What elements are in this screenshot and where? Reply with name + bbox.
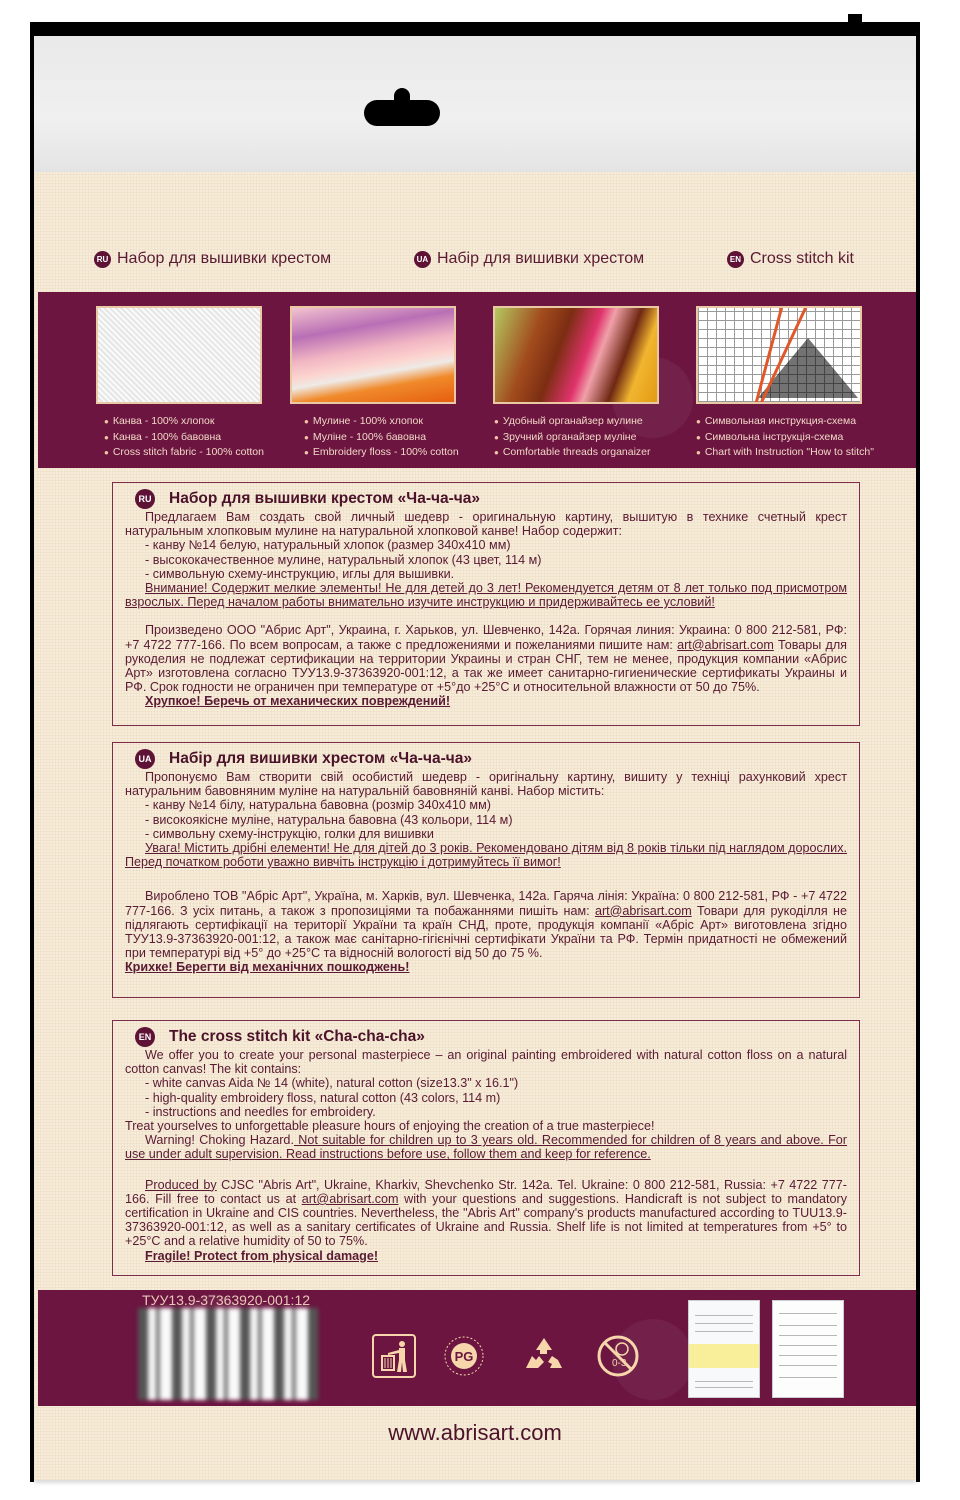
kit-titles (94, 250, 854, 268)
white-aida-canvas-photo (96, 306, 262, 404)
caption: ● Символьная инструкция-схема (696, 414, 886, 430)
warning-text: Внимание! Содержит мелкие элементы! Не для детей до 3 лет! Рекомендуется детям от 8 лет только под присмотром взрослых. Перед началом работы внимательно изучите инструкцию и придерживайтесь ее условий! (125, 581, 847, 610)
cert-line (779, 1377, 837, 1378)
en-badge-icon: EN (135, 1027, 155, 1047)
title-text: Набір для вишивки хрестом «Ча-ча-ча» (169, 749, 472, 767)
producer-text: Вироблено ТОВ "Абріс Арт", Україна, м. Харків, вул. Шевченка, 142а. Гаряча лінія: Україна: 0 800 212-581, РФ - +7 4722 777-166. З усіх питань, а також з пропозиціями та побажаннями пишіть нам: (125, 889, 847, 918)
kit-item: - символьну схему-інструкцію, голки для вишивки (145, 826, 434, 841)
kit-item: - високоякісне муліне, натуральна бавовна (43 кольори, 114 м) (145, 812, 513, 827)
standard-code: ТУУ13.9-37363920-001:12 (142, 1292, 311, 1308)
chart-pattern (758, 338, 858, 398)
cert-line (779, 1325, 837, 1326)
age-0-3-prohibited-icon (596, 1334, 640, 1378)
hanger-top-edge (30, 22, 920, 36)
en-badge-icon: EN (727, 251, 744, 268)
fragile-notice: Крихке! Берегти від механічних пошкоджень! (125, 960, 410, 975)
intro-text: Предлагаем Вам создать свой личный шедевр - оригинальную картину, вышитую в технике счетный крест натуральным хлопковым мулине на натуральной хлопковой канве! Набор содержит: (125, 510, 847, 539)
producer-info (125, 889, 847, 960)
kit-item: - instructions and needles for embroidery. (145, 1104, 376, 1119)
producer-text: with your questions and suggestions. Handicraft is not subject to mandatory certification in Ukraine and CIS countries. Nevertheless, the "Abris Art" company's products manufactured according to TUU13.9-37363920-001:12, as well as a sanitary certificates of Ukraine and Russia. Shelf life is not limited at temperatures from +5° to +25°C and a relative humidity of 50 to 75%. (125, 1191, 847, 1249)
email-link[interactable]: art@abrisart.com (301, 1191, 399, 1206)
ua-badge-icon: UA (135, 749, 155, 769)
caption: ● Embroidery floss - 100% cotton (304, 445, 494, 461)
barcode (138, 1308, 318, 1400)
treat-text: Treat yourselves to unforgettable pleasure hours of enjoying the creation of a true masterpiece! (125, 1119, 655, 1134)
producer-info (125, 623, 847, 694)
intro-text: Пропонуємо Вам створити свій особистий шедевр - оригінальну картину, вишиту у техніці рахунковий хрест натуральним бавовняним муліне на натуральній бавовняній канві. Набор містить: (125, 770, 847, 799)
description-ru (112, 482, 860, 726)
kit-item: - канву №14 білу, натуральна бавовна (розмір 340х410 мм) (145, 798, 491, 813)
producer-text: CJSC "Abris Art", Ukraine, Kharkiv, Shevchenko Str. 142a. Tel. Ukraine: 0 800 212-581, Russia: +7 4722 777-166. Fill free to contact us at (125, 1177, 847, 1206)
caption: ● Символьна інструкція-схема (696, 430, 886, 446)
producer-text: Товари для рукоділля не підлягають сертифікації на території України та країн СНД, проте, продукція компанії «Абріс Арт» виготовлена згідно ТУУ13.9-37363920-001:12, а також має санітарно-гігієнічні сертифікати України та РФ. Термін придатності не обмежений при температурі від +5° до +25°С та відносній вологості від 50 до 75 %. (125, 903, 847, 961)
features-band (38, 292, 916, 468)
cert-line (779, 1365, 837, 1366)
warning-lead: Warning! Choking Hazard. (145, 1133, 294, 1148)
kit-title-en (727, 250, 854, 268)
kit-title-label: Набір для вишивки хрестом (436, 250, 645, 267)
svg-text:PG: PG (454, 1349, 474, 1364)
recycle-icon (522, 1334, 566, 1378)
caption: ● Зручний органайзер муліне (494, 430, 684, 446)
caption: ● Cross stitch fabric - 100% cotton (104, 445, 294, 461)
hang-hole (364, 100, 440, 126)
kit-title-ua (414, 250, 644, 268)
description-ua (112, 742, 860, 998)
ukraine-certificate-image (688, 1300, 760, 1398)
email-link[interactable]: art@abrisart.com (594, 903, 692, 918)
hanger-header (34, 36, 916, 172)
kit-title-ru (94, 250, 331, 268)
caption: ● Мулине - 100% хлопок (304, 414, 494, 430)
producer-text: Произведено ООО "Абрис Арт", Украина, г. Харьков, ул. Шевченко, 142а. Горячая линия: Украина: 0 800 212-581, РФ: +7 4722 777-166. По всем вопросам, а также с предложениями и пожеланиями пишите нам: (125, 623, 847, 652)
stitch-chart-photo (696, 306, 862, 404)
produced-by-label: Produced by (145, 1177, 217, 1192)
rst-voluntary-certification-icon (442, 1334, 486, 1378)
cert-line (779, 1335, 837, 1336)
cert-line (695, 1323, 753, 1324)
kit-title-label: Набор для вышивки крестом (117, 250, 332, 267)
svg-text:0-3: 0-3 (612, 1358, 627, 1369)
cert-line (695, 1331, 753, 1332)
ru-badge-icon: RU (135, 489, 155, 509)
caption: ● Муліне - 100% бавовна (304, 430, 494, 446)
cert-line (695, 1381, 753, 1382)
footer-band (38, 1290, 916, 1406)
title-text: The cross stitch kit «Cha-cha-cha» (169, 1027, 425, 1045)
cert-line (779, 1313, 837, 1314)
cert-line (779, 1345, 837, 1346)
kit-item: - высококачественное мулине, натуральный хлопок (43 цвет, 114 м) (145, 552, 542, 567)
producer-info (125, 1178, 847, 1249)
hanger-tab (848, 14, 862, 28)
website-link[interactable]: www.abrisart.com (388, 1420, 562, 1445)
trash-disposal-icon (372, 1334, 416, 1378)
feature-captions (304, 414, 494, 461)
fragile-notice: Fragile! Protect from physical damage! (145, 1248, 379, 1263)
embroidery-floss-photo (290, 306, 456, 404)
warning-text (125, 1133, 847, 1161)
description-en (112, 1020, 860, 1276)
feature-captions (494, 414, 684, 461)
section-title (135, 1027, 847, 1047)
caption: ● Канва - 100% бавовна (104, 430, 294, 446)
feature-captions (696, 414, 886, 461)
russia-certificate-image (772, 1300, 844, 1398)
feature-captions (104, 414, 294, 461)
email-link[interactable]: art@abrisart.com (677, 637, 774, 652)
caption: ● Comfortable threads organaizer (494, 445, 684, 461)
fragile-notice: Хрупкое! Беречь от механических повреждений! (145, 694, 451, 709)
warning-body: Not suitable for children up to 3 years old. Recommended for children of 8 years and above. For use under adult supervision. Read instructions before use, follow them and keep for reference. (125, 1133, 847, 1162)
cert-line (779, 1355, 837, 1356)
caption: ● Удобный органайзер мулине (494, 414, 684, 430)
section-title (135, 749, 847, 769)
kit-title-label: Cross stitch kit (749, 250, 854, 267)
cert-line (695, 1315, 753, 1316)
package-back (34, 172, 916, 1480)
kit-item: - канву №14 белую, натуральный хлопок (размер 340х410 мм) (145, 538, 511, 553)
section-title (135, 489, 847, 509)
intro-text: We offer you to create your personal masterpiece – an original painting embroidered with natural cotton floss on a natural cotton canvas! The kit contains: (125, 1048, 847, 1077)
package-right-edge (916, 22, 920, 1482)
producer-text: Товары для рукоделия не подлежат сертификации на территории Украины и стран СНГ, тем не менее, продукция компании «Абрис Арт» изготовлена согласно ТУУ13.9-37363920-001:12, а так же имеет санитарно-гигиенические сертификаты Украины и РФ. Срок годности не ограничен при температуре от +5°до +25°С и относительной влажности от 50 до 75%. (125, 637, 847, 695)
kit-item: - high-quality embroidery floss, natural cotton (43 colors, 114 m) (145, 1090, 501, 1105)
warning-text: Увага! Містить дрібні елементи! Не для дітей до 3 років. Рекомендовано дітям від 8 років тільки під наглядом дорослих. Перед початком роботи уважно вивчіть інструкцію і дотримуйтесь її вимог! (125, 841, 847, 870)
ua-badge-icon: UA (414, 251, 431, 268)
caption: ● Chart with Instruction "How to stitch" (696, 445, 886, 461)
ru-badge-icon: RU (94, 251, 111, 268)
thread-organizer-photo (493, 306, 659, 404)
cert-line (695, 1387, 753, 1388)
title-text: Набор для вышивки крестом «Ча-ча-ча» (169, 489, 480, 507)
kit-item: - символьную схему-инструкцию, иглы для вышивки. (145, 566, 455, 581)
caption: ● Канва - 100% хлопок (104, 414, 294, 430)
kit-item: - white canvas Aida № 14 (white), natural cotton (size13.3" x 16.1") (145, 1076, 519, 1091)
